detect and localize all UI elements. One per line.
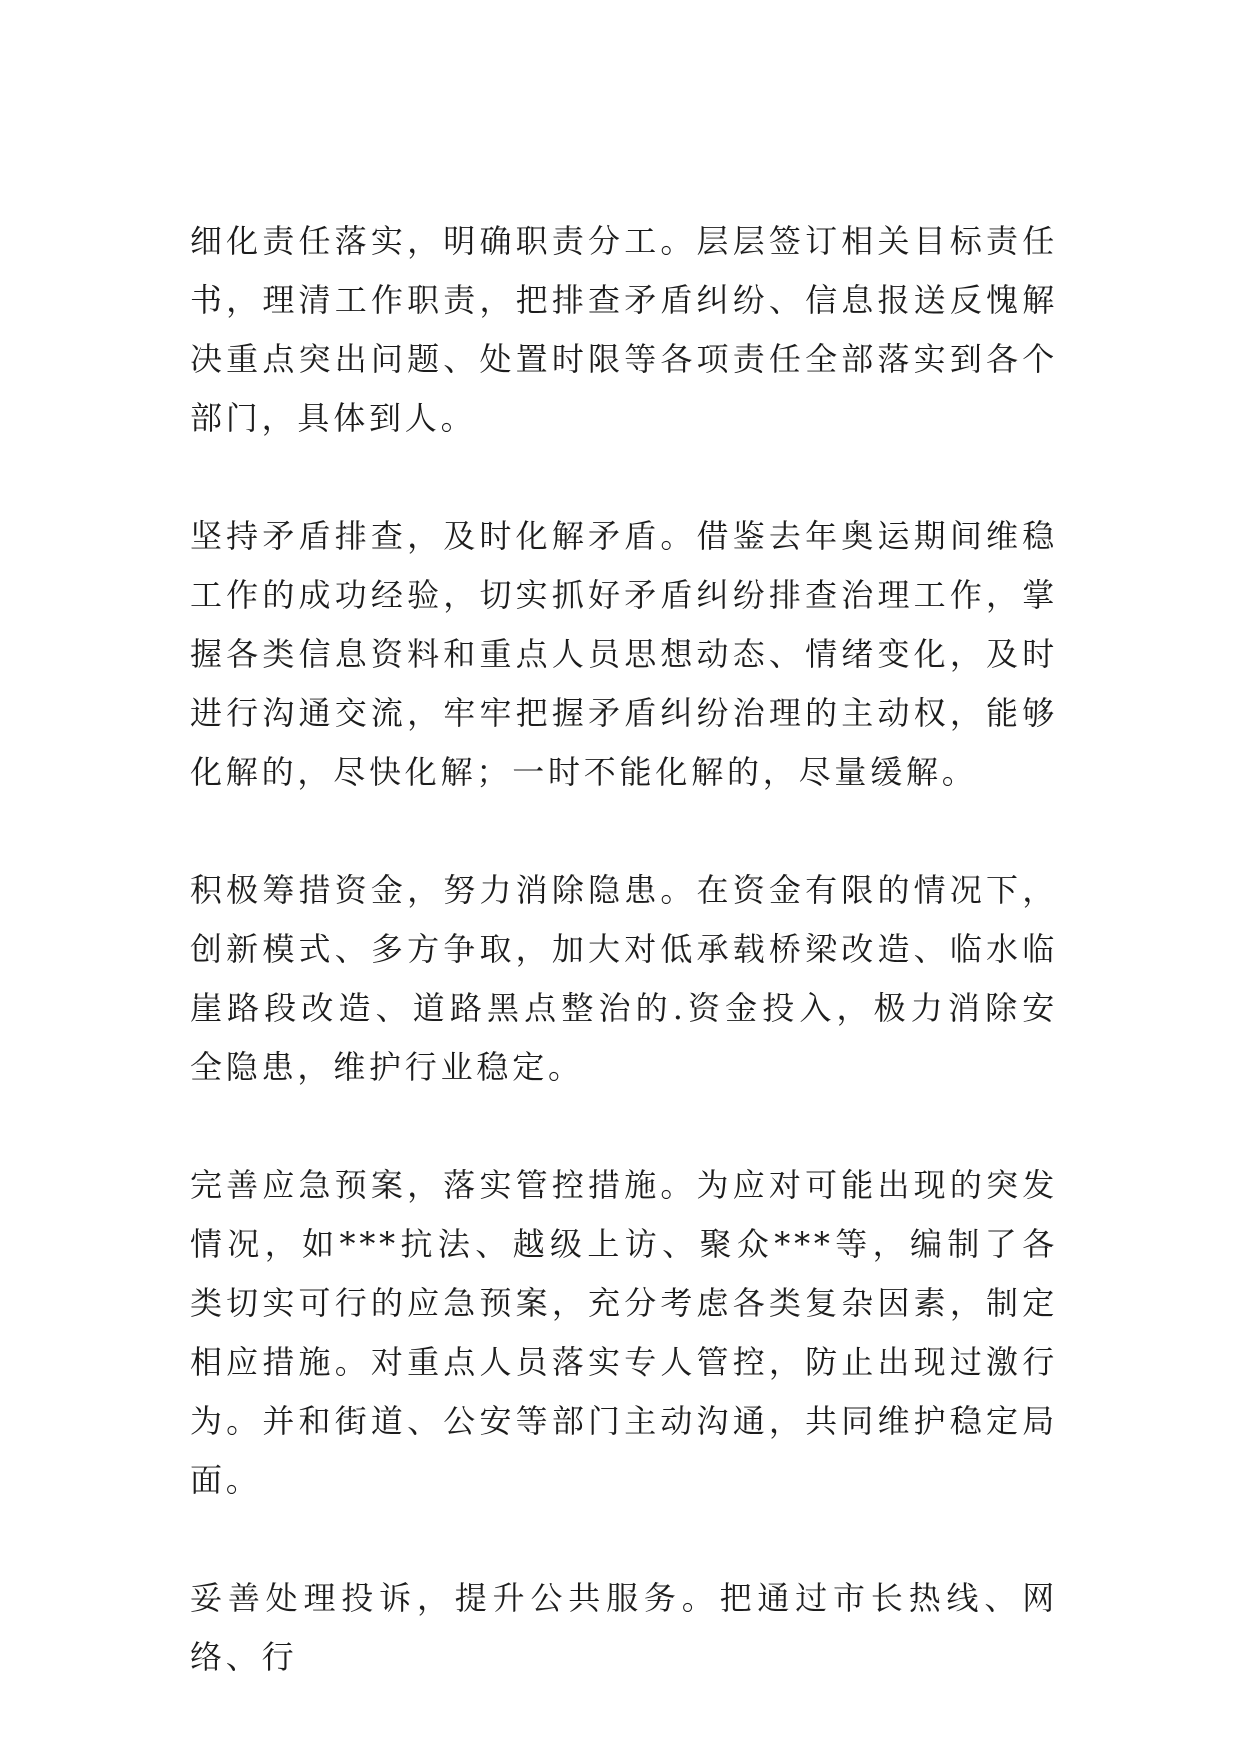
paragraph-funding: 积极筹措资金，努力消除隐患。在资金有限的情况下，创新模式、多方争取，加大对低承载桥梁改造、临水临崖路段改造、道路黑点整治的.资金投入，极力消除安全隐患，维护行业稳定。 (190, 871, 1058, 1086)
document-body (190, 212, 1058, 1687)
paragraph-conflict-resolution: 坚持矛盾排查，及时化解矛盾。借鉴去年奥运期间维稳工作的成功经验，切实抓好矛盾纠纷排查治理工作，掌握各类信息资料和重点人员思想动态、情绪变化，及时进行沟通交流，牢牢把握矛盾纠纷治理的主动权，能够化解的，尽快化解；一时不能化解的，尽量缓解。 (190, 517, 1058, 791)
paragraph-complaints: 妥善处理投诉，提升公共服务。把通过市长热线、网络、行 (190, 1579, 1058, 1676)
paragraph-emergency-plan: 完善应急预案，落实管控措施。为应对可能出现的突发情况，如***抗法、越级上访、聚众***等，编制了各类切实可行的应急预案，充分考虑各类复杂因素，制定相应措施。对重点人员落实专人管控，防止出现过激行为。并和街道、公安等部门主动沟通，共同维护稳定局面。 (190, 1166, 1058, 1499)
paragraph-responsibility: 细化责任落实，明确职责分工。层层签订相关目标责任书，理清工作职责，把排查矛盾纠纷、信息报送反愧解决重点突出问题、处置时限等各项责任全部落实到各个部门，具体到人。 (190, 222, 1058, 437)
